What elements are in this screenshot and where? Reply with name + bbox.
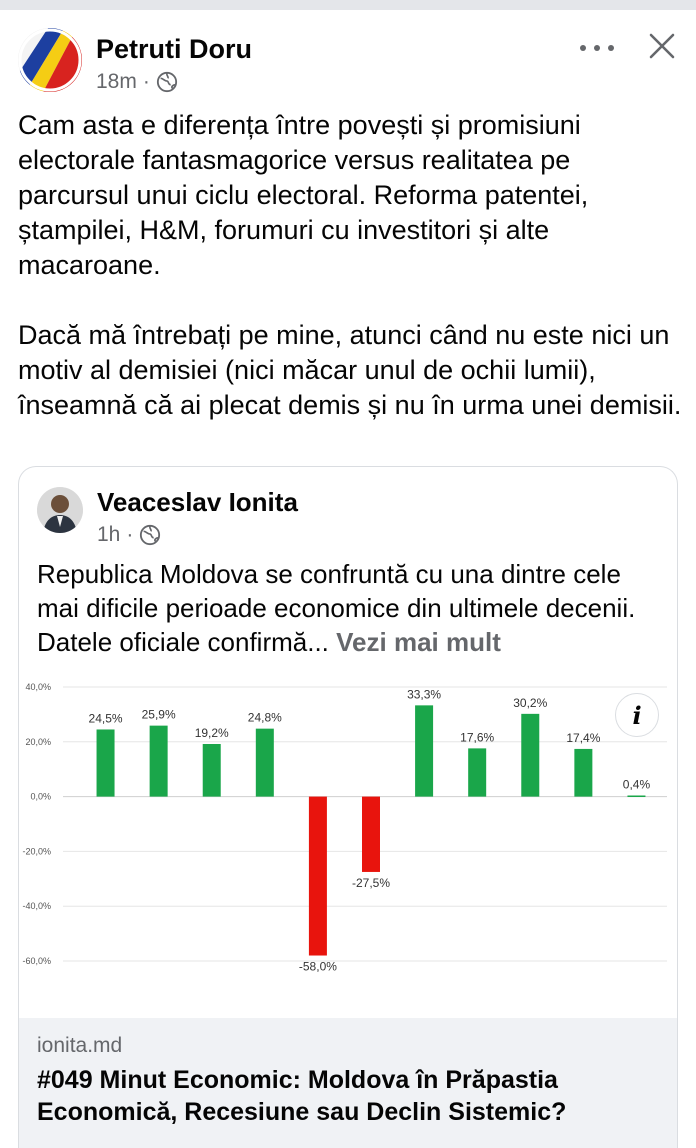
shared-post-text [37, 557, 667, 659]
post-body [18, 108, 684, 423]
y-tick-label: 20,0% [25, 736, 51, 747]
meta-separator: · [126, 523, 134, 546]
shared-post-meta [97, 523, 161, 547]
link-preview[interactable] [18, 1018, 678, 1148]
author-avatar[interactable] [18, 28, 82, 92]
chart-bar [521, 714, 539, 797]
see-more-link[interactable]: Vezi mai mult [336, 627, 501, 657]
data-label: 0,4% [622, 777, 651, 792]
chart-bar [627, 796, 645, 798]
post-time[interactable]: 18m [96, 70, 137, 93]
data-label: -27,5% [351, 875, 391, 890]
chart-bar [256, 729, 274, 797]
chart-image[interactable] [19, 663, 678, 1019]
close-icon[interactable] [648, 32, 676, 60]
y-tick-label: -40,0% [22, 901, 51, 912]
info-icon[interactable]: i [615, 693, 659, 737]
y-tick-label: 0,0% [30, 791, 51, 802]
globe-icon [139, 524, 161, 546]
data-label: 25,9% [141, 707, 176, 722]
chart-bar [97, 729, 115, 796]
shared-post-header [37, 483, 657, 553]
post-paragraph: Cam asta e diferența între povești și promisiuni electorale fantasmagorice versus realitatea pe parcursul unui ciclu electoral. Reforma patentei, ștampilei, H&M, forumuri cu investitori și alte macaroane. [18, 110, 589, 280]
globe-icon [156, 71, 178, 93]
meta-separator: · [142, 70, 150, 93]
data-label: 24,8% [247, 710, 282, 725]
shared-author-name[interactable]: Veaceslav Ionita [97, 487, 298, 517]
more-options-button[interactable] [580, 36, 614, 60]
y-tick-label: -20,0% [22, 846, 51, 857]
shared-text-body: Republica Moldova se confruntă cu una dintre cele mai dificile perioade economice din ultimele decenii. Datele oficiale confirmă... [37, 559, 636, 657]
shared-post-card[interactable] [18, 466, 678, 1026]
link-domain: ionita.md [37, 1034, 123, 1057]
data-label: 19,2% [194, 725, 229, 740]
data-label: 17,6% [460, 730, 495, 745]
data-label: 24,5% [88, 711, 123, 726]
data-label: 33,3% [407, 687, 442, 702]
chart-bar [468, 748, 486, 796]
chart-bar [150, 726, 168, 797]
data-label: 17,4% [566, 730, 601, 745]
data-label: -58,0% [298, 959, 337, 974]
y-tick-label: -60,0% [22, 956, 51, 966]
y-tick-label: 40,0% [25, 682, 51, 692]
chart-bar [203, 744, 221, 797]
post-paragraph: Dacă mă întrebați pe mine, atunci când nu este nici un motiv al demisiei (nici măcar unul de ochii lumii), înseamnă că ai plecat demis și nu în urma unei demisii. [18, 320, 682, 420]
data-label: 30,2% [513, 695, 548, 710]
chart-bar [574, 749, 592, 797]
dot-icon [594, 45, 600, 51]
post-meta [96, 70, 178, 94]
top-divider [0, 0, 696, 10]
chart-bar [362, 797, 380, 872]
author-name[interactable]: Petruti Doru [96, 34, 253, 64]
bar-chart [19, 663, 678, 1019]
shared-post-time[interactable]: 1h [97, 523, 121, 546]
shared-author-avatar[interactable] [37, 487, 83, 533]
dot-icon [608, 45, 614, 51]
chart-bar [309, 797, 327, 956]
post-header [18, 28, 678, 98]
link-title[interactable]: #049 Minut Economic: Moldova în Prăpastia Economică, Recesiune sau Declin Sistemic? [37, 1066, 567, 1126]
dot-icon [580, 45, 586, 51]
chart-bar [415, 705, 433, 796]
